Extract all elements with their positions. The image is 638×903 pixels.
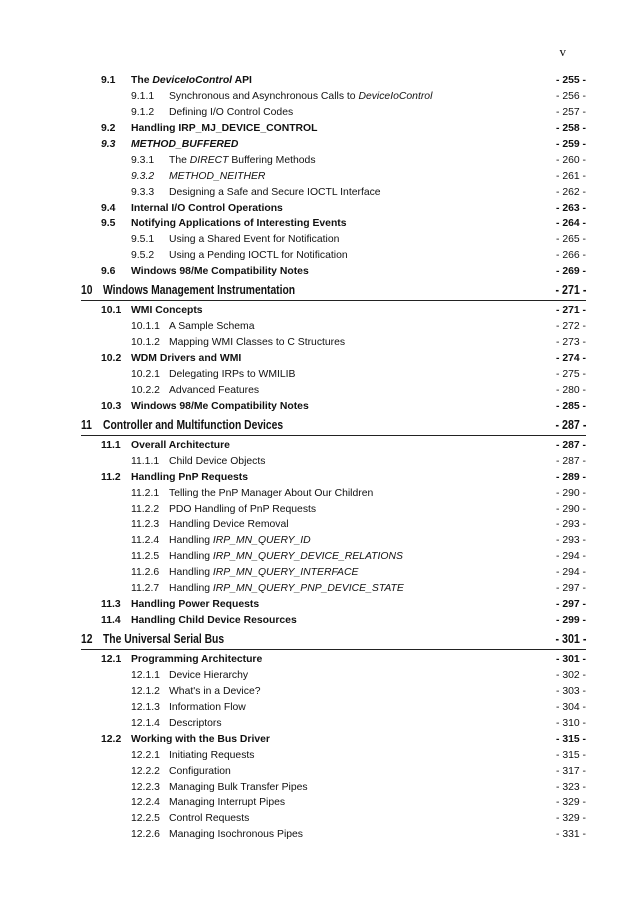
toc-entry-page: - 263 -	[555, 202, 586, 214]
toc-subsection[interactable]	[0, 383, 638, 399]
toc-entry-title-pre: Device Hierarchy	[169, 669, 249, 681]
toc-entry-title	[131, 73, 252, 89]
toc-entry-number: 11.2.2	[131, 503, 160, 515]
toc-entry-title-pre: WMI Concepts	[131, 305, 203, 317]
toc-entry-title	[103, 281, 295, 300]
toc-section[interactable]	[0, 613, 638, 629]
toc-entry-title	[169, 454, 265, 470]
toc-entry-number: 9.3.1	[131, 154, 155, 166]
toc-entry-title-pre: Handling Power Requests	[131, 599, 260, 611]
toc-section[interactable]	[0, 438, 638, 454]
toc-section[interactable]	[0, 216, 638, 232]
toc-entry-number: 12.1.2	[131, 685, 160, 697]
toc-entry-title-pre: PDO Handling of PnP Requests	[169, 503, 317, 515]
toc-entry-page: - 294 -	[555, 567, 586, 579]
toc-entry-number: 12.1.3	[131, 701, 160, 713]
toc-subsection[interactable]	[0, 319, 638, 335]
toc-entry-title	[169, 716, 222, 732]
toc-subsection[interactable]	[0, 716, 638, 732]
toc-subsection[interactable]	[0, 89, 638, 105]
toc-entry-number: 11.2.1	[131, 487, 160, 499]
toc-entry-page: - 301 -	[555, 632, 586, 646]
toc-subsection[interactable]	[0, 764, 638, 780]
toc-entry-title-pre: The	[169, 154, 190, 166]
toc-entry-title	[169, 486, 373, 502]
toc-entry-number: 12.2.1	[131, 749, 160, 761]
toc-entry-title	[169, 581, 404, 597]
toc-section[interactable]	[0, 470, 638, 486]
toc-entry-title-pre: Control Requests	[169, 813, 250, 825]
toc-entry-title-pre: Using a Shared Event for Notification	[169, 234, 340, 246]
toc-entry-title-it: DIRECT	[189, 154, 229, 166]
toc-entry-number: 10.1.1	[131, 321, 160, 333]
toc-entry-number: 9.3.3	[131, 186, 155, 198]
toc-entry-title	[169, 811, 249, 827]
toc-entry-title	[169, 565, 358, 581]
toc-entry-page: - 264 -	[555, 218, 586, 230]
toc-entry-title-post: Buffering Methods	[228, 154, 316, 166]
toc-entry-title-pre: WDM Drivers and WMI	[131, 353, 242, 364]
toc-subsection[interactable]	[0, 486, 638, 502]
toc-section[interactable]	[0, 303, 638, 319]
toc-entry-title-pre: Managing Bulk Transfer Pipes	[169, 781, 308, 793]
toc-entry-page: - 331 -	[555, 829, 586, 841]
toc-subsection[interactable]	[0, 517, 638, 533]
toc-entry-number: 12.1	[101, 654, 122, 665]
toc-entry-title-pre: Mapping WMI Classes to C Structures	[169, 337, 346, 349]
toc-subsection[interactable]	[0, 105, 638, 121]
toc-entry-number: 12.1.1	[131, 669, 160, 681]
toc-entry-title	[131, 264, 309, 280]
toc-entry-title-pre: The	[131, 75, 153, 86]
toc-entry-number: 10.1	[101, 305, 122, 317]
toc-entry-page: - 329 -	[555, 813, 586, 825]
toc-entry-number: 11.3	[101, 599, 121, 611]
toc-entry-title	[131, 351, 241, 367]
toc-entry-title	[169, 153, 316, 169]
toc-entry-title	[103, 630, 224, 649]
toc-entry-page: - 297 -	[555, 583, 586, 595]
toc-entry-number: 9.3	[101, 138, 116, 150]
toc-entry-title	[169, 319, 254, 335]
toc-entry-title-pre: Handling	[169, 583, 213, 595]
toc-entry-number: 12.2.5	[131, 813, 160, 825]
toc-entry-title	[103, 416, 283, 435]
toc-entry-title-pre: Windows 98/Me Compatibility Notes	[131, 400, 309, 412]
toc-entry-title	[169, 780, 308, 796]
toc-entry-title	[169, 89, 432, 105]
toc-entry-title-pre: Windows 98/Me Compatibility Notes	[131, 266, 309, 278]
toc-entry-title-it: IRP_MN_QUERY_PNP_DEVICE_STATE	[212, 583, 404, 595]
toc-entry-page: - 258 -	[555, 122, 586, 134]
toc-entry-page: - 317 -	[555, 765, 586, 777]
page-number: v	[559, 44, 566, 59]
toc-entry-title	[169, 764, 231, 780]
toc-entry-title-pre: Overall Architecture	[131, 439, 230, 451]
toc-entry-page: - 287 -	[555, 417, 586, 432]
toc-entry-page: - 293 -	[555, 519, 586, 531]
toc-chapter[interactable]	[81, 281, 586, 301]
toc-entry-page: - 310 -	[555, 717, 586, 729]
toc-entry-page: - 289 -	[555, 471, 586, 483]
toc-entry-page: - 301 -	[555, 654, 586, 665]
toc-entry-title	[131, 303, 203, 319]
toc-entry-number: 12.2.2	[131, 765, 160, 777]
toc-entry-page: - 323 -	[555, 781, 586, 793]
toc-subsection[interactable]	[0, 684, 638, 700]
toc-entry-title-it: IRP_MN_QUERY_INTERFACE	[212, 567, 359, 579]
toc-entry-title-pre: Handling IRP_MJ_DEVICE_CONTROL	[131, 122, 318, 134]
toc-entry-title	[169, 367, 295, 383]
toc-entry-title	[169, 533, 311, 549]
toc-entry-title	[131, 732, 270, 748]
toc-entry-page: - 255 -	[555, 75, 586, 86]
toc-entry-page: - 315 -	[555, 749, 586, 761]
toc-entry-title-pre: Programming Architecture	[131, 654, 263, 665]
toc-entry-number: 11.2	[101, 471, 121, 483]
toc-entry-page: - 329 -	[555, 797, 586, 809]
toc-entry-number: 11.1	[101, 439, 121, 451]
toc-entry-number: 9.1.1	[131, 90, 155, 102]
toc-entry-title-pre: What's in a Device?	[169, 685, 261, 697]
toc-entry-page: - 280 -	[555, 384, 586, 396]
toc-entry-title-pre: Handling	[169, 551, 213, 563]
toc-subsection[interactable]	[0, 795, 638, 811]
toc-entry-page: - 299 -	[555, 615, 586, 627]
toc-entry-page: - 265 -	[555, 234, 586, 246]
toc-entry-number: 11.1.1	[131, 455, 160, 467]
toc-section[interactable]	[0, 652, 638, 668]
toc-entry-title	[131, 597, 259, 613]
toc-entry-number: 10.3	[101, 400, 122, 412]
toc-section[interactable]	[0, 351, 638, 367]
toc-entry-page: - 290 -	[555, 487, 586, 499]
toc-entry-page: - 297 -	[555, 599, 586, 611]
toc-section[interactable]	[0, 399, 638, 415]
toc-entry-number: 11.4	[101, 615, 121, 627]
toc-subsection[interactable]	[0, 748, 638, 764]
toc-entry-number: 10.2.2	[131, 384, 160, 396]
toc-subsection[interactable]	[0, 248, 638, 264]
toc-entry-title	[131, 438, 230, 454]
toc-subsection[interactable]	[0, 335, 638, 351]
toc-subsection[interactable]	[0, 780, 638, 796]
toc-entry-title	[169, 827, 303, 843]
toc-entry-title-pre: Managing Interrupt Pipes	[169, 797, 286, 809]
toc-entry-page: - 273 -	[555, 337, 586, 349]
toc-subsection[interactable]	[0, 232, 638, 248]
toc-entry-number: 11.2.3	[131, 519, 160, 531]
toc-entry-title-pre: Using a Pending IOCTL for Notification	[169, 250, 348, 262]
toc-subsection[interactable]	[0, 533, 638, 549]
toc-entry-title	[131, 613, 297, 629]
toc-entry-title	[169, 700, 246, 716]
toc-entry-title-it: DeviceIoControl	[152, 75, 233, 86]
toc-entry-page: - 287 -	[555, 455, 586, 467]
toc-entry-number: 12.2.4	[131, 797, 160, 809]
toc-entry-title	[131, 399, 309, 415]
toc-entry-title-pre: The Universal Serial Bus	[103, 632, 225, 646]
toc-entry-title-pre: Notifying Applications of Interesting Events	[131, 218, 347, 230]
toc-section[interactable]	[0, 264, 638, 280]
toc-entry-page: - 285 -	[555, 400, 586, 412]
toc-entry-title	[131, 652, 262, 668]
toc-entry-number: 12	[81, 632, 93, 646]
toc-entry-title-pre: Initiating Requests	[169, 749, 255, 761]
toc-entry-number: 11	[81, 417, 92, 432]
toc-entry-page: - 293 -	[555, 535, 586, 547]
toc-entry-page: - 304 -	[555, 701, 586, 713]
toc-entry-title-pre: Synchronous and Asynchronous Calls to	[169, 90, 359, 102]
toc-section[interactable]	[0, 732, 638, 748]
toc-subsection[interactable]	[0, 581, 638, 597]
toc-entry-page: - 271 -	[555, 305, 586, 317]
toc-entry-page: - 275 -	[555, 368, 586, 380]
toc-entry-number: 12.2.6	[131, 829, 160, 841]
toc-entry-title-pre: A Sample Schema	[169, 321, 255, 333]
toc-entry-title-pre: Working with the Bus Driver	[131, 733, 270, 745]
toc-subsection[interactable]	[0, 565, 638, 581]
toc-entry-page: - 287 -	[555, 439, 586, 451]
toc-entry-title	[169, 232, 339, 248]
toc-entry-title	[169, 668, 248, 684]
toc-entry-number: 9.3.2	[131, 170, 155, 182]
toc-entry-number: 9.5.1	[131, 234, 155, 246]
toc-subsection[interactable]	[0, 169, 638, 185]
toc-entry-title	[169, 185, 381, 201]
toc-entry-number: 9.5.2	[131, 250, 155, 262]
toc-entry-title-pre: Handling Device Removal	[169, 519, 289, 531]
toc-subsection[interactable]	[0, 367, 638, 383]
toc-subsection[interactable]	[0, 549, 638, 565]
toc-entry-title	[169, 684, 261, 700]
toc-entry-number: 11.2.5	[131, 551, 160, 563]
toc-entry-page: - 290 -	[555, 503, 586, 515]
toc-entry-title	[169, 748, 254, 764]
toc-subsection[interactable]	[0, 185, 638, 201]
toc-entry-title-pre: Child Device Objects	[169, 455, 266, 467]
toc-entry-title	[169, 169, 265, 185]
toc-entry-number: 9.6	[101, 266, 116, 278]
toc-entry-title-pre: Internal I/O Control Operations	[131, 202, 283, 214]
toc-entry-page: - 266 -	[555, 250, 586, 262]
toc-entry-title-pre: Handling	[169, 567, 213, 579]
toc-entry-number: 12.2	[101, 733, 122, 745]
toc-section[interactable]	[0, 597, 638, 613]
toc-entry-title-it: IRP_MN_QUERY_DEVICE_RELATIONS	[212, 551, 403, 563]
toc-entry-title	[169, 335, 345, 351]
toc-entry-title-pre: Advanced Features	[169, 384, 260, 396]
toc-entry-page: - 294 -	[555, 551, 586, 563]
toc-entry-title-pre: Controller and Multifunction Devices	[103, 417, 284, 432]
table-of-contents	[0, 73, 638, 843]
toc-section[interactable]	[0, 73, 638, 89]
toc-subsection[interactable]	[0, 502, 638, 518]
toc-entry-title	[169, 248, 348, 264]
toc-entry-title	[169, 795, 285, 811]
toc-entry-page: - 256 -	[555, 90, 586, 102]
toc-entry-page: - 261 -	[555, 170, 586, 182]
toc-entry-number: 9.4	[101, 202, 116, 214]
toc-entry-title-pre: Handling	[169, 535, 213, 547]
toc-entry-number: 10.2.1	[131, 368, 160, 380]
toc-entry-title	[169, 517, 289, 533]
toc-entry-title-pre: Descriptors	[169, 717, 222, 729]
toc-chapter[interactable]	[81, 630, 586, 650]
toc-entry-title-pre: Designing a Safe and Secure IOCTL Interface	[169, 186, 381, 198]
toc-entry-page: - 262 -	[555, 186, 586, 198]
toc-entry-title	[169, 549, 403, 565]
toc-entry-page: - 269 -	[555, 266, 586, 278]
toc-entry-number: 11.2.6	[131, 567, 160, 579]
toc-entry-title-pre: Configuration	[169, 765, 231, 777]
toc-entry-number: 9.2	[101, 122, 116, 134]
toc-entry-title	[131, 216, 347, 232]
toc-entry-number: 10.1.2	[131, 337, 160, 349]
toc-entry-number: 10	[81, 283, 93, 298]
toc-entry-number: 11.2.4	[131, 535, 160, 547]
toc-section[interactable]	[0, 137, 638, 153]
toc-entry-title-pre: Defining I/O Control Codes	[169, 106, 294, 118]
toc-entry-title-pre: Delegating IRPs to WMILIB	[169, 368, 296, 380]
toc-subsection[interactable]	[0, 827, 638, 843]
toc-entry-number: 9.5	[101, 218, 116, 230]
toc-entry-title	[131, 137, 238, 153]
toc-entry-page: - 274 -	[555, 353, 586, 364]
toc-entry-number: 11.2.7	[131, 583, 160, 595]
toc-entry-title-it: IRP_MN_QUERY_ID	[212, 535, 311, 547]
toc-section[interactable]	[0, 121, 638, 137]
toc-entry-title-pre: Handling PnP Requests	[131, 471, 249, 483]
toc-entry-title-pre: Handling Child Device Resources	[131, 615, 297, 627]
toc-entry-title-pre: Windows Management Instrumentation	[103, 283, 296, 298]
toc-entry-title-post: API	[232, 75, 252, 86]
toc-entry-page: - 260 -	[555, 154, 586, 166]
toc-chapter[interactable]	[81, 416, 586, 436]
toc-entry-number: 12.2.3	[131, 781, 160, 793]
toc-section[interactable]	[0, 201, 638, 217]
toc-entry-number: 9.1.2	[131, 106, 155, 118]
toc-entry-number: 12.1.4	[131, 717, 160, 729]
toc-subsection[interactable]	[0, 454, 638, 470]
toc-entry-number: 9.1	[101, 75, 116, 86]
toc-entry-title-pre: Telling the PnP Manager About Our Children	[169, 487, 374, 499]
toc-entry-page: - 272 -	[555, 321, 586, 333]
toc-entry-page: - 315 -	[555, 733, 586, 745]
toc-entry-title	[131, 121, 317, 137]
toc-entry-page: - 257 -	[555, 106, 586, 118]
toc-entry-page: - 271 -	[555, 283, 586, 298]
toc-entry-title	[169, 383, 259, 399]
toc-entry-title-pre: Managing Isochronous Pipes	[169, 829, 304, 841]
toc-entry-title	[131, 201, 283, 217]
toc-entry-title-pre: Information Flow	[169, 701, 246, 713]
toc-entry-number: 10.2	[101, 353, 122, 364]
toc-entry-title-it: DeviceIoControl	[358, 90, 433, 102]
toc-subsection[interactable]	[0, 153, 638, 169]
toc-entry-title	[169, 502, 316, 518]
toc-entry-title	[131, 470, 248, 486]
toc-subsection[interactable]	[0, 811, 638, 827]
toc-entry-title	[169, 105, 293, 121]
toc-entry-title-it: METHOD_NEITHER	[169, 170, 266, 182]
toc-entry-page: - 259 -	[555, 138, 586, 150]
toc-entry-page: - 303 -	[555, 685, 586, 697]
toc-entry-page: - 302 -	[555, 669, 586, 681]
toc-entry-title-it: METHOD_BUFFERED	[131, 138, 239, 150]
toc-subsection[interactable]	[0, 668, 638, 684]
toc-subsection[interactable]	[0, 700, 638, 716]
